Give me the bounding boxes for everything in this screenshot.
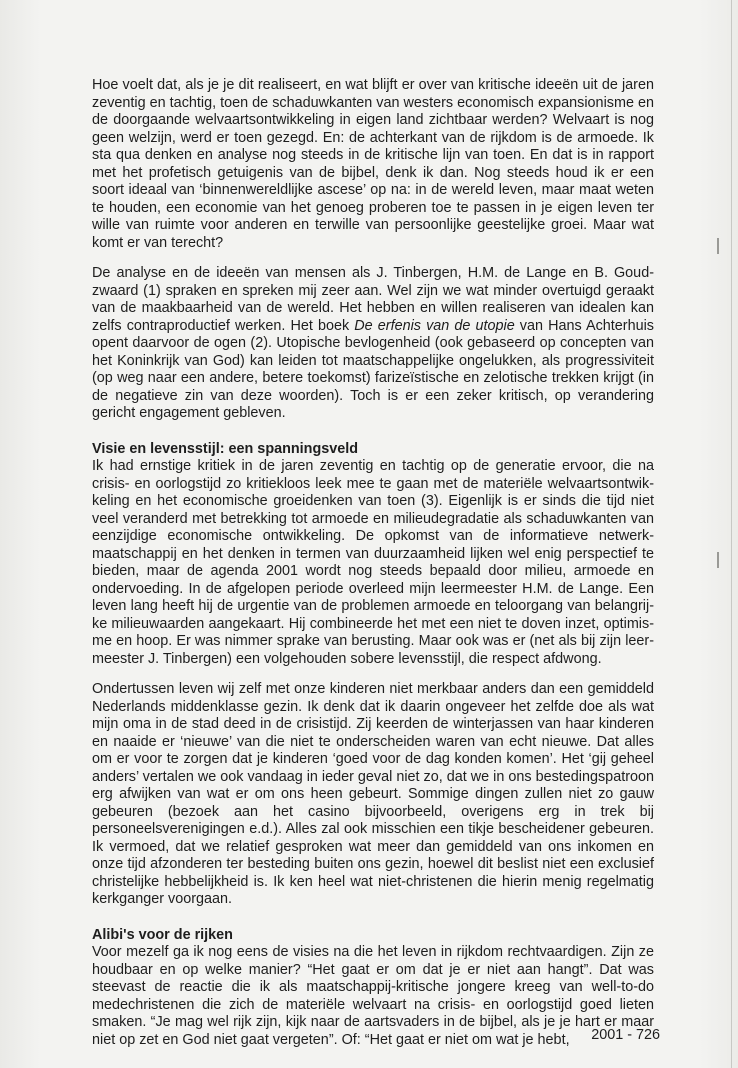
paragraph-5: Voor mezelf ga ik nog eens de visies na die het leven in rijkdom rechtvaardigen. Zijn ze houdbaar en op welke manier? “Het gaat er om dat je er niet aan hangt”. Dat was steevast de reactie die ik als maatschappij-kritische jongere kreeg van well-to-do medechristenen die zich de materiële welvaart na crisis- en oorlogstijd goed lieten smaken. “Je mag wel rijk zijn, kijk naar de aartsvaders in de bijbel, als je je hart er maar niet op zet en God niet gaat vergeten”. Of: “Het gaat er niet om wat je hebt, — [92, 944, 654, 1048]
paragraph-4: Ondertussen leven wij zelf met onze kinderen niet merkbaar anders dan een gemiddeld Nederlands middenklasse gezin. Ik denk dat ik daarin ongeveer het zelfde doe als wat mijn oma in de stad deed in de crisistijd. Zij keerden de winterjassen van haar kinderen en naaide er ‘nieuwe’ van die niet te onderscheiden waren van echt nieuwe. Dat alles om er voor te zorgen dat je kinderen ‘goed voor de dag konden komen’. Het ‘gij geheel anders’ vertalen we ook vandaag in ieder geval niet zo, dat we in ons bestedingspatroon erg afwijken van wat er om ons heen gebeurt. Sommige dingen zullen niet zo gauw gebeuren (bezoek aan het casino bijvoorbeeld, overigens erg in trek bij personeelsverenigingen e.d.). Alles zal ook misschien een tikje bescheidener gebeuren. Ik vermoed, dat we relatief gesproken wat meer dan gemiddeld van ons inkomen en onze tijd afzonderen ter besteding buiten ons gezin, hoewel dit beslist niet een exclusief christelijke hebbelijkheid is. Ik ken heel wat niet-christenen die hierin menig regelmatig kerkganger voorgaan. — [92, 681, 654, 907]
paragraph-2-text-b: van Hans Achterhuis opent daarvoor de ogen (2). Utopische bevlogenheid (ook gebaseerd op concepten van het Koninkrijk van God) kan leiden tot maatschappelijke ongelukken, als progressiviteit (op weg naar een andere, betere toekomst) farizeïstische en zelotische trekken krijgt (in de negatieve zin van deze woorden). Toch is er een zeker kritisch, op verandering gericht engagement gebleven. — [92, 317, 654, 421]
section-heading-alibis: Alibi's voor de rijken — [92, 926, 233, 943]
page-number: 2001 - 726 — [591, 1027, 660, 1043]
section-heading-visie: Visie en levensstijl: een spanningsveld — [92, 440, 359, 457]
margin-mark — [717, 552, 719, 568]
page-edge-line — [731, 0, 732, 1068]
paragraph-1: Hoe voelt dat, als je je dit realiseert, en wat blijft er over van kritische ideeën uit de jaren zeventig en tachtig, toen de schaduwkanten van westers economisch expansionisme en de doorgaande welvaartsontwikkeling in eigen land zichtbaar werden? Welvaart is nog geen welzijn, werd er toen gezegd. En: de achterkant van de rijkdom is de armoede. Ik sta qua denken en analyse nog steeds in de kritische lijn van toen. En dat is in rapport met het profetisch getuigenis van de bijbel, denk ik dan. Nog steeds houd ik er een soort ideaal van ‘binnenwereldlijke ascese’ op na: in de wereld leven, maar maat weten te houden, een economie van het genoeg proberen toe te passen in je eigen leven ter wille van ruimte voor anderen en terwille van persoonlijke geestelijke groei. Maar wat komt er van terecht? — [92, 77, 654, 251]
article-body — [92, 77, 654, 1062]
margin-mark — [717, 238, 719, 254]
paragraph-3: Ik had ernstige kritiek in de jaren zeventig en tachtig op de generatie ervoor, die na crisis- en oorlogstijd zo kritiekloos leek mee te gaan met de materiële welvaartsontwikkeling en het economische groeidenken van toen (3). Eigenlijk is er sinds die tijd niet veel veranderd met betrekking tot armoede en milieudegradatie als schaduwkanten van eenzijdige economische ontwikkeling. De opkomst van de informatieve netwerkmaatschappij en het denken in termen van duurzaamheid lijken wel enig perspectief te bieden, maar de agenda 2001 wordt nog steeds bepaald door milieu, armoede en ondervoeding. In de afgelopen periode overleed mijn leermeester H.M. de Lange. Een leven lang heeft hij de urgentie van de problemen armoede en teloorgang van belangrijke milieuwaarden aangekaart. Hij combineerde het met een niet te doven inzet, optimisme en hoop. Er was nimmer sprake van berusting. Maar ook was er (net als bij zijn leermeester J. Tinbergen) een volgehouden sobere levensstijl, die respect afdwong. — [92, 458, 654, 667]
paragraph-2 — [92, 265, 654, 423]
book-title: De erfenis van de utopie — [354, 317, 515, 334]
paragraph-2-text-a: De analyse en de ideeën van mensen als J. Tinbergen, H.M. de Lange en B. Goudzwaard (1) spraken en spreken mij zeer aan. Wel zijn we wat minder overtuigd geraakt van de maakbaarheid van de wereld. Het hebben en willen realiseren van idealen kan zelfs contraproductief werken. Het boek — [92, 265, 654, 334]
